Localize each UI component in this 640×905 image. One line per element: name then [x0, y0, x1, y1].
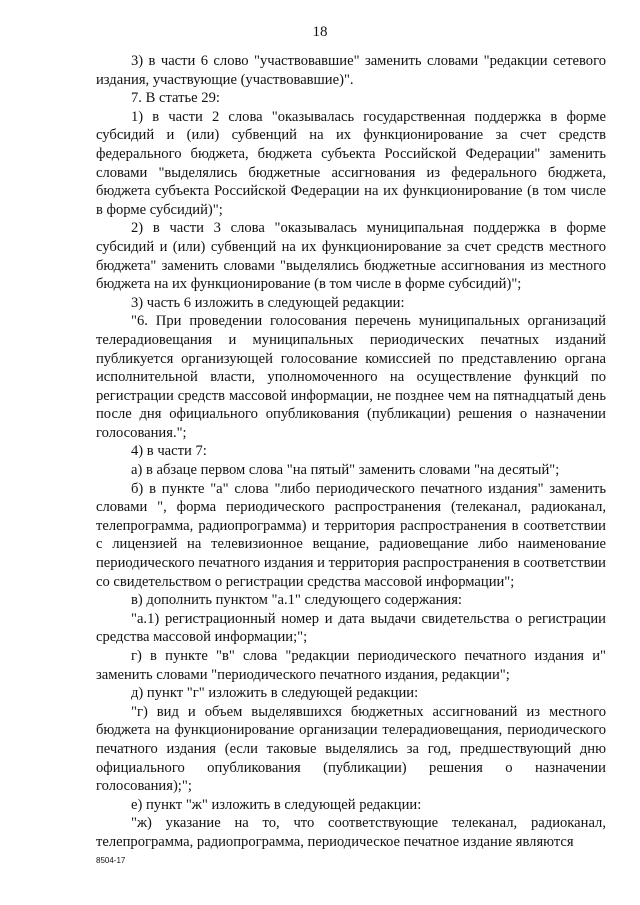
paragraph-8: а) в абзаце первом слова "на пятый" заменить словами "на десятый"; [131, 462, 560, 479]
paragraph-13: д) пункт "г" изложить в следующей редакции: [131, 685, 419, 702]
paragraph-4: 2) в части 3 слова "оказывалась муниципальная поддержка в форме субсидий и (или) субвенций на их функционирование за счет средств местного бюджета" заменить словами "выделялись бюджетные ассигнования из местного бюджета на их функционирование (в том числе в форме субсидий)"; [96, 220, 606, 293]
paragraph-5: 3) часть 6 изложить в следующей редакции: [131, 294, 405, 311]
paragraph-16: "ж) указание на то, что соответствующие телеканал, радиоканал, телепрограмма, радиопрограмма, периодическое печатное издание являются [96, 815, 606, 850]
paragraph-9: б) в пункте "а" слова "либо периодического печатного издания" заменить словами ", форма периодического распространения (телеканал, радиоканал, телепрограмма, радиопрограмма) и территория распространения в соответствии с лицензией на телевизионное вещание, радиовещание либо наименование периодического печатного издания и территория распространения в соответствии со свидетельством о регистрации средства массовой информации"; [96, 480, 606, 590]
paragraph-12: г) в пункте "в" слова "редакции периодического печатного издания и" заменить словами "периодического печатного издания, редакции"; [96, 648, 606, 683]
paragraph-15: е) пункт "ж" изложить в следующей редакции: [131, 796, 422, 813]
paragraph-2: 7. В статье 29: [131, 90, 220, 107]
paragraph-10: в) дополнить пунктом "а.1" следующего содержания: [131, 592, 462, 609]
paragraph-3: 1) в части 2 слова "оказывалась государственная поддержка в форме субсидий и (или) субвенций на их функционирование за счет средств федерального бюджета, бюджета субъекта Российской Федерации" заменить словами "выделялись бюджетные ассигнования из федерального бюджета, бюджета субъекта Российской Федерации на их функционирование (в том числе в форме субсидий)"; [96, 108, 606, 218]
document-body [96, 52, 606, 852]
paragraph-1: 3) в части 6 слово "участвовавшие" заменить словами "редакции сетевого издания, участвующие (участвовавшие)". [96, 53, 606, 88]
paragraph-7: 4) в части 7: [131, 443, 207, 460]
paragraph-6: "6. При проведении голосования перечень муниципальных организаций телерадиовещания и муниципальных периодических печатных изданий публикуется организующей голосование комиссией по представлению органа исполнительной власти, уполномоченного на осуществление функций по регистрации средств массовой информации, не позднее чем на пятнадцатый день после дня официального опубликования (публикации) решения о назначении голосования."; [96, 313, 606, 441]
page-number: 18 [312, 24, 328, 40]
paragraph-11: "а.1) регистрационный номер и дата выдачи свидетельства о регистрации средства массовой информации;"; [96, 610, 606, 646]
footer-code: 8504-17 [96, 856, 126, 865]
paragraph-14: "г) вид и объем выделявшихся бюджетных ассигнований из местного бюджета на функционирование организации телерадиовещания, периодического печатного издания (если таковые выделялись за год, предшествующий дню официального опубликования (публикации) решения о назначении голосования);"; [96, 703, 606, 795]
